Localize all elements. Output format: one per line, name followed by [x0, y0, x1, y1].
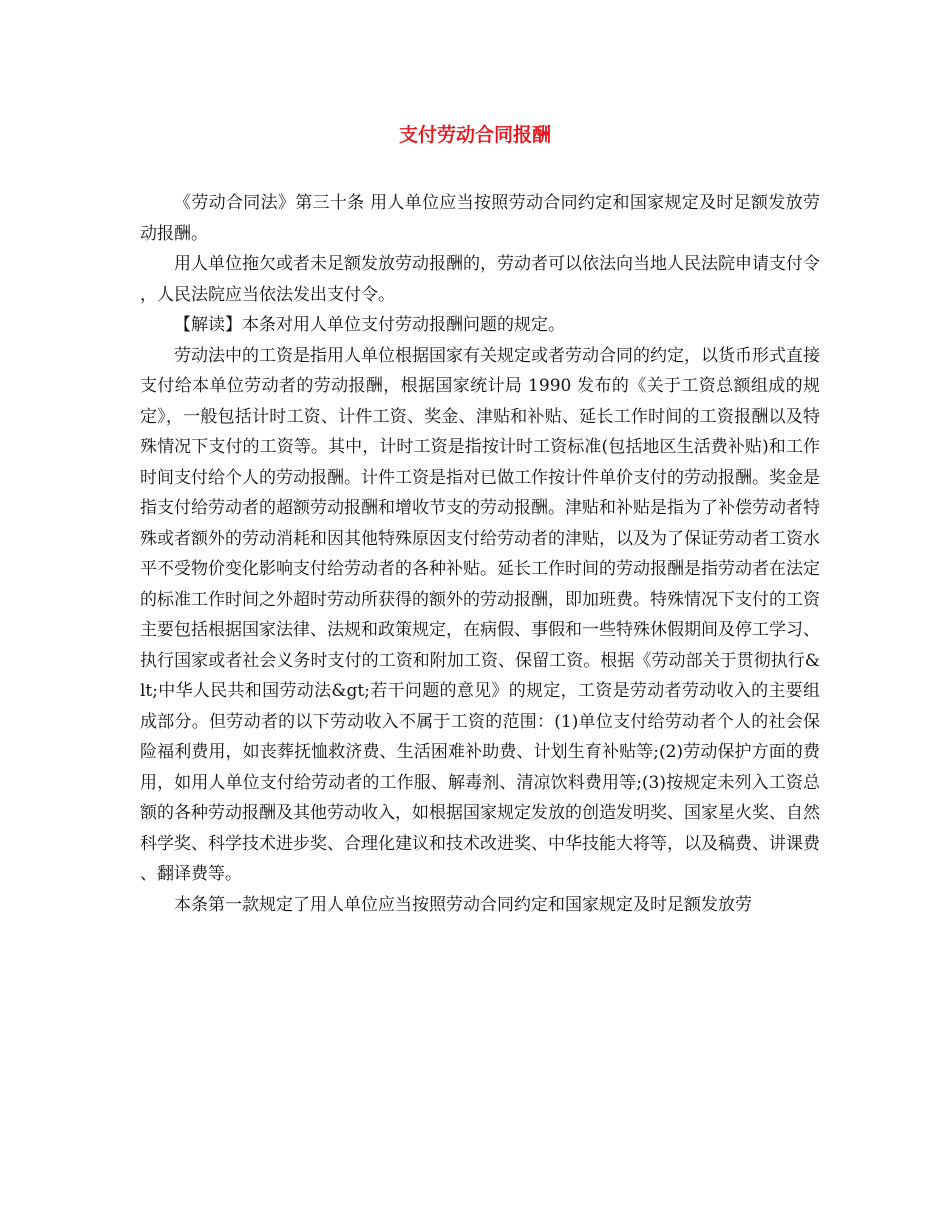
paragraph-article: 《劳动合同法》第三十条 用人单位应当按照劳动合同约定和国家规定及时足额发放劳动报酬。 [140, 193, 820, 244]
document-body [140, 188, 820, 920]
page-title: 支付劳动合同报酬 [398, 124, 551, 146]
paragraph-wage-definition: 劳动法中的工资是指用人单位根据国家有关规定或者劳动合同的约定，以货币形式直接支付给本单位劳动者的劳动报酬，根据国家统计局 1990 发布的《关于工资总额组成的规定》，一般包括计时工资、计件工资、奖金、津贴和补贴、延长工作时间的工资报酬以及特殊情况下支付的工资等。其中，计时工资是指按计时工资标准(包括地区生活费补贴)和工作时间支付给个人的劳动报酬。计件工资是指对已做工作按计件单价支付的劳动报酬。奖金是指支付给劳动者的超额劳动报酬和增收节支的劳动报酬。津贴和补贴是指为了补偿劳动者特殊或者额外的劳动消耗和因其他特殊原因支付给劳动者的津贴，以及为了保证劳动者工资水平不受物价变化影响支付给劳动者的各种补贴。延长工作时间的劳动报酬是指劳动者在法定的标准工作时间之外超时劳动所获得的额外的劳动报酬，即加班费。特殊情况下支付的工资主要包括根据国家法律、法规和政策规定，在病假、事假和一些特殊休假期间及停工学习、执行国家或者社会义务时支付的工资和附加工资、保留工资。根据《劳动部关于贯彻执行&lt;中华人民共和国劳动法&gt;若干问题的意见》的规定，工资是劳动者劳动收入的主要组成部分。但劳动者的以下劳动收入不属于工资的范围：(1)单位支付给劳动者个人的社会保险福利费用，如丧葬抚恤救济费、生活困难补助费、计划生育补贴等;(2)劳动保护方面的费用，如用人单位支付给劳动者的工作服、解毒剂、清凉饮料费用等;(3)按规定未列入工资总额的各种劳动报酬及其他劳动收入，如根据国家规定发放的创造发明奖、国家星火奖、自然科学奖、科学技术进步奖、合理化建议和技术改进奖、中华技能大将等，以及稿费、讲课费、翻译费等。 [140, 345, 820, 884]
paragraph-interpretation: 【解读】本条对用人单位支付劳动报酬问题的规定。 [174, 315, 565, 335]
paragraph-payment-order: 用人单位拖欠或者未足额发放劳动报酬的，劳动者可以依法向当地人民法院申请支付令，人民法院应当依法发出支付令。 [140, 254, 820, 305]
paragraph-first-clause: 本条第一款规定了用人单位应当按照劳动合同约定和国家规定及时足额发放劳 [174, 894, 752, 915]
